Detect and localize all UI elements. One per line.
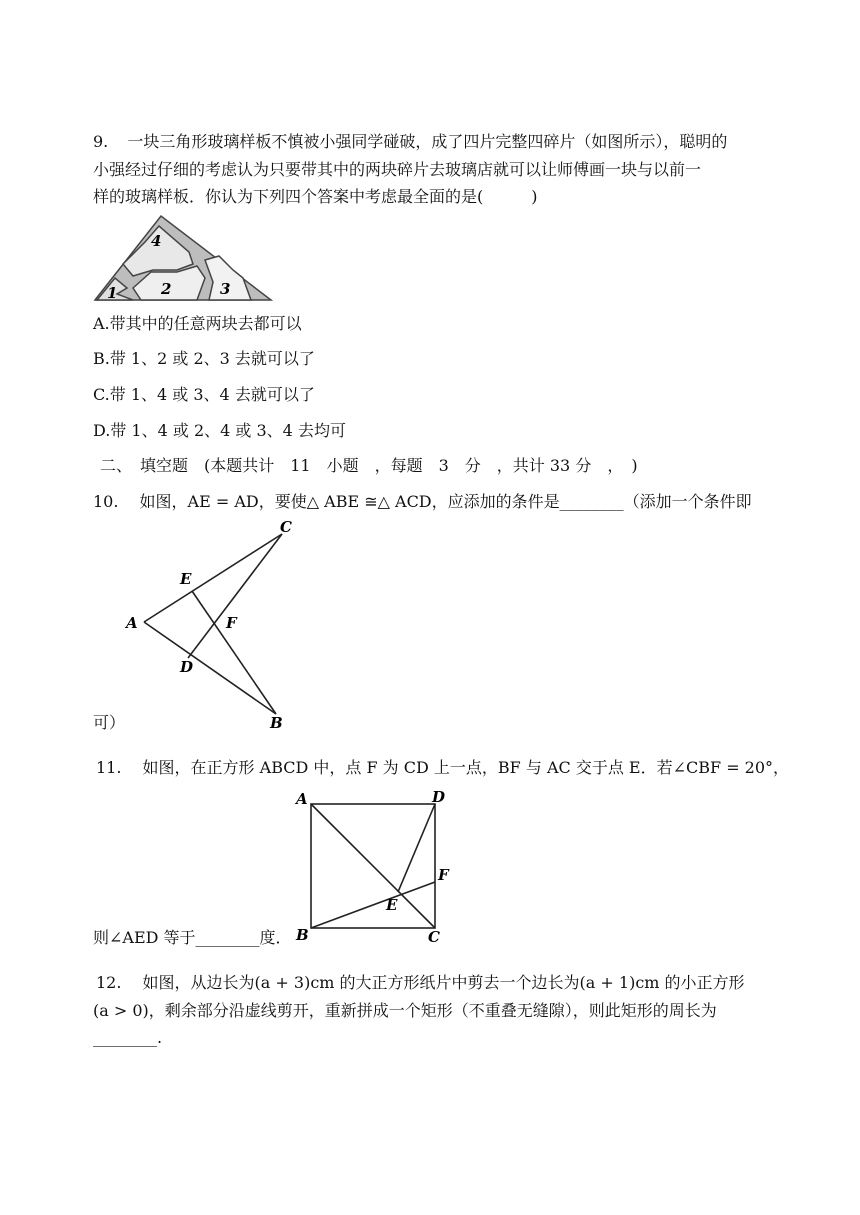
q11-label-f: F <box>438 866 449 884</box>
q9-line-3: 样的玻璃样板．你认为下列四个答案中考虑最全面的是( ) <box>93 187 538 206</box>
q9-line-1 <box>93 131 727 153</box>
q11-label-b: B <box>296 926 309 944</box>
q11-label-e: E <box>386 896 398 914</box>
q10-label-a: A <box>126 614 138 632</box>
q9-figure-label-1: 1 <box>107 284 118 302</box>
q9-number: 9. <box>93 132 109 151</box>
q10-label-e: E <box>180 570 192 588</box>
q11-label-d: D <box>432 788 446 806</box>
q10-label-d: D <box>180 658 194 676</box>
q11-text: 如图，在正方形 ABCD 中，点 F 为 CD 上一点，BF 与 AC 交于点 E．若∠CBF = 20°， <box>142 758 790 777</box>
q10-figure <box>120 518 300 730</box>
q9-broken-glass-figure <box>93 212 273 304</box>
q10-label-f: F <box>226 614 237 632</box>
q9-figure-label-2: 2 <box>161 280 172 298</box>
q9-option-b: B.带 1、2 或 2、3 去就可以了 <box>93 349 315 368</box>
q12-number: 12. <box>96 973 122 992</box>
q10-label-b: B <box>270 714 283 730</box>
q10-text: 如图，AE = AD，要使△ ABE ≅△ ACD，应添加的条件是________（添加一个条件即 <box>139 492 752 511</box>
q9-option-a: A.带其中的任意两块去都可以 <box>93 314 302 333</box>
q10-tail: 可） <box>93 713 126 732</box>
q9-text-1: 一块三角形玻璃样板不慎被小强同学碰破，成了四片完整四碎片（如图所示），聪明的 <box>127 132 728 151</box>
q11-square-figure <box>292 788 462 948</box>
q11-number: 11. <box>96 758 122 777</box>
q12-line-3: ________. <box>93 1028 163 1047</box>
q9-line-2: 小强经过仔细的考虑认为只要带其中的两块碎片去玻璃店就可以让师傅画一块与以前一 <box>93 160 702 179</box>
q11-tail: 则∠AED 等于________度． <box>93 928 292 947</box>
q12-line-2: (a > 0)，剩余部分沿虚线剪开，重新拼成一个矩形（不重叠无缝隙），则此矩形的周长为 <box>93 1001 717 1020</box>
q9-option-c: C.带 1、4 或 3、4 去就可以了 <box>93 385 315 404</box>
q9-figure-label-4: 4 <box>151 232 162 250</box>
q12-text-1: 如图，从边长为(a + 3)cm 的大正方形纸片中剪去一个边长为(a + 1)cm 的小正方形 <box>142 973 745 992</box>
q9-figure-label-3: 3 <box>220 280 231 298</box>
q10-label-c: C <box>280 518 292 536</box>
q10-line-1 <box>93 491 752 513</box>
q11-label-a: A <box>296 790 308 808</box>
q11-label-c: C <box>428 928 440 946</box>
q11-line-1 <box>96 757 789 779</box>
section-2-heading: 二、 填空题 (本题共计 11 小题 ，每题 3 分 ，共计 33 分 ， ) <box>100 456 638 475</box>
q9-option-d: D.带 1、4 或 2、4 或 3、4 去均可 <box>93 421 346 440</box>
q12-line-1 <box>96 972 745 994</box>
q10-number: 10. <box>93 492 119 511</box>
